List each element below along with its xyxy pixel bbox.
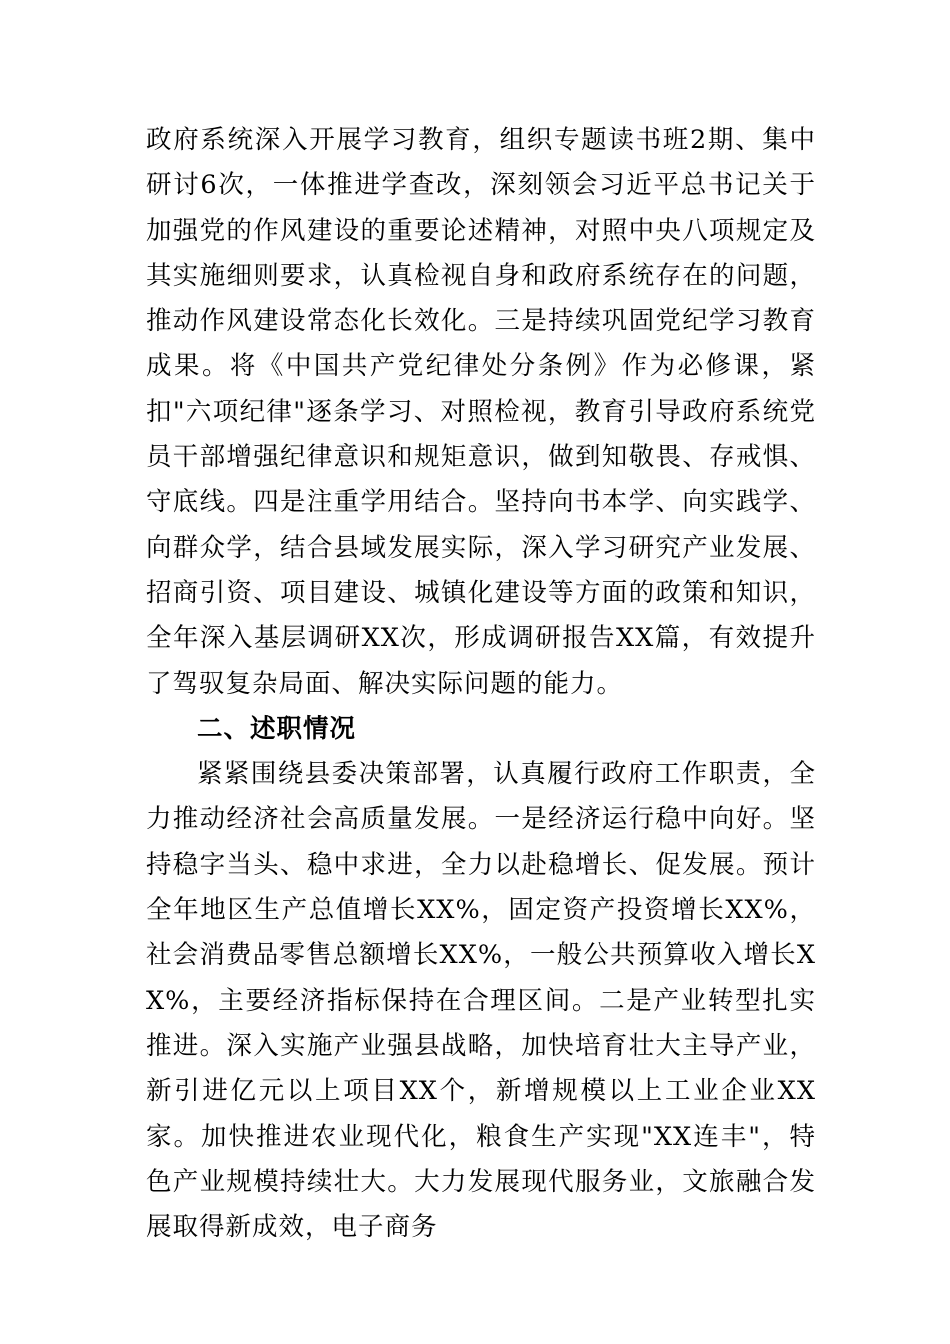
body-paragraph: 紧紧围绕县委决策部署，认真履行政府工作职责，全力推动经济社会高质量发展。一是经济运行稳中向好。坚持稳字当头、稳中求进，全力以赴稳增长、促发展。预计全年地区生产总值增长XX%，固定资产投资增长XX%，社会消费品零售总额增长XX%，一般公共预算收入增长XX%，主要经济指标保持在合理区间。二是产业转型扎实推进。深入实施产业强县战略，加快培育壮大主导产业，新引进亿元以上项目XX个，新增规模以上工业企业XX家。加快推进农业现代化，粮食生产实现"XX连丰"，特色产业规模持续壮大。大力发展现代服务业，文旅融合发展取得新成效，电子商务	[146, 759, 816, 1243]
document-page	[146, 118, 816, 1250]
section-heading: 二、述职情况	[197, 713, 357, 744]
body-paragraph-continued: 政府系统深入开展学习教育，组织专题读书班2期、集中研讨6次，一体推进学查改，深刻领会习近平总书记关于加强党的作风建设的重要论述精神，对照中央八项规定及其实施细则要求，认真检视自身和政府系统存在的问题，推动作风建设常态化长效化。三是持续巩固党纪学习教育成果。将《中国共产党纪律处分条例》作为必修课，紧扣"六项纪律"逐条学习、对照检视，教育引导政府系统党员干部增强纪律意识和规矩意识，做到知敬畏、存戒惧、守底线。四是注重学用结合。坚持向书本学、向实践学、向群众学，结合县域发展实际，深入学习研究产业发展、招商引资、项目建设、城镇化建设等方面的政策和知识，全年深入基层调研XX次，形成调研报告XX篇，有效提升了驾驭复杂局面、解决实际问题的能力。	[146, 125, 816, 699]
